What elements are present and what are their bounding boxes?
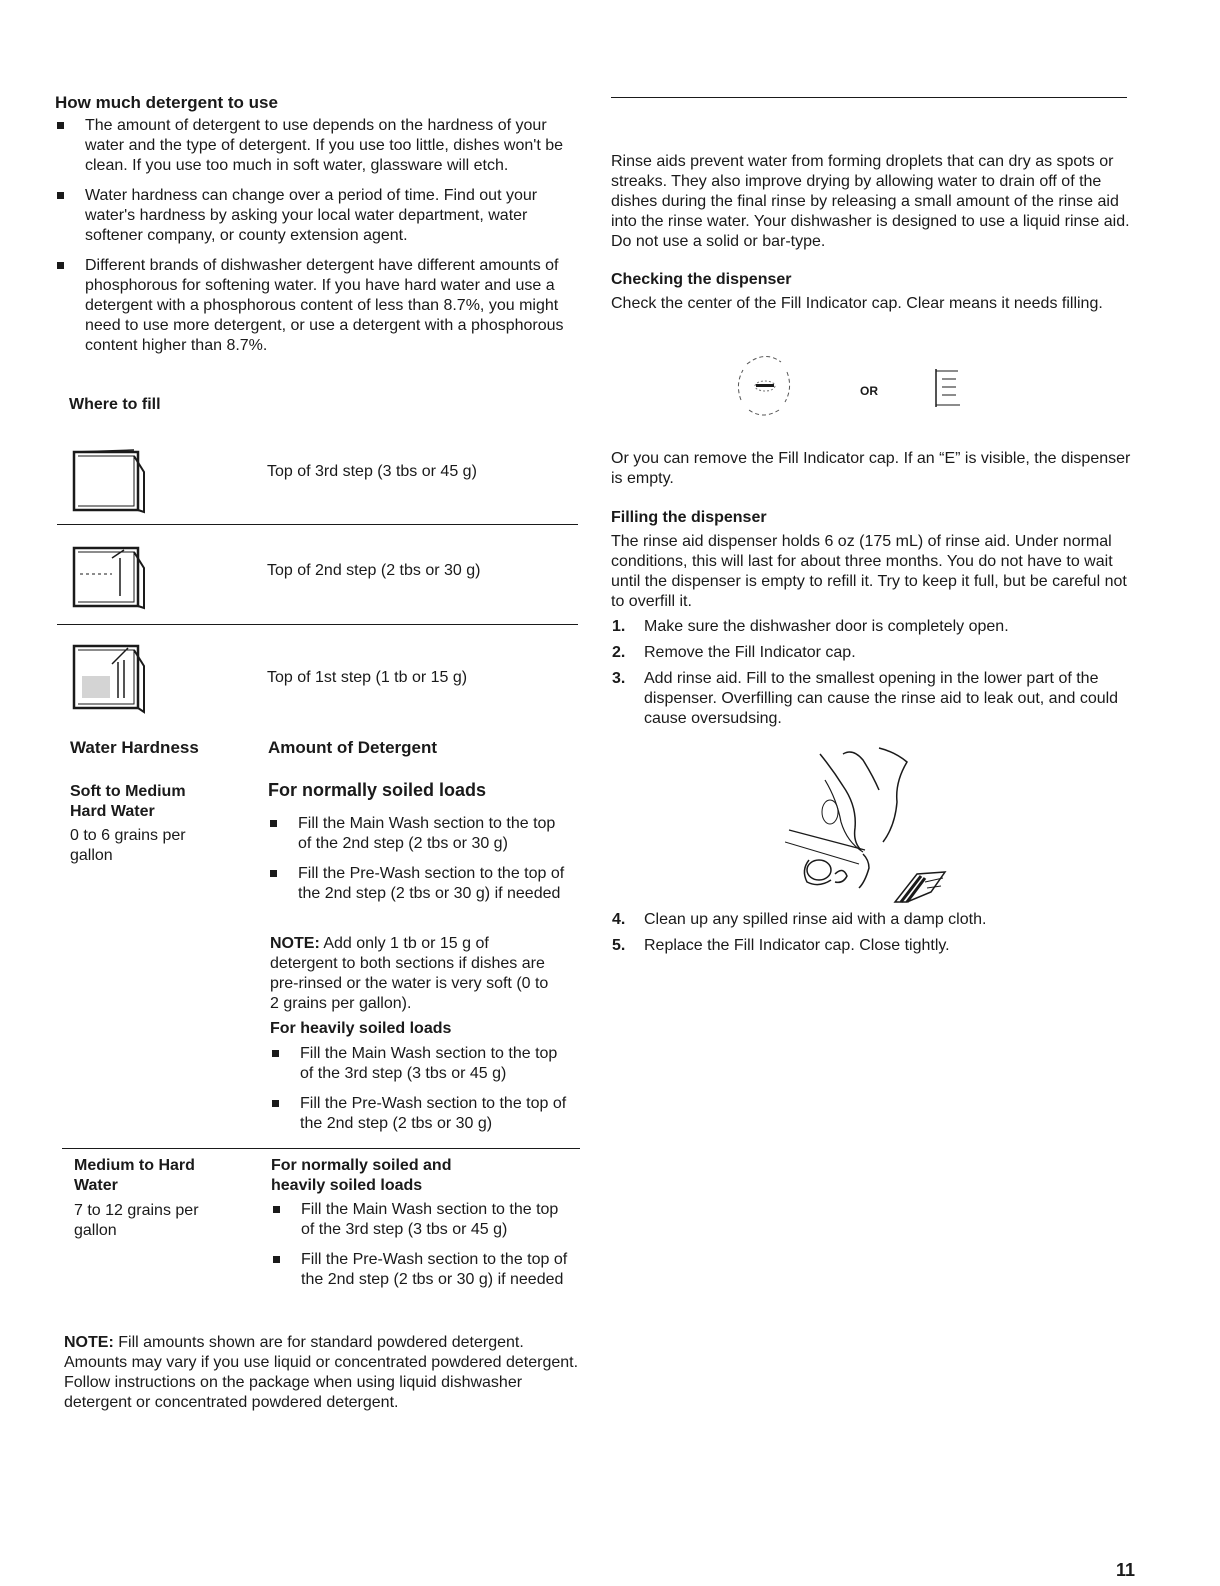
divider <box>611 97 1127 98</box>
note-text: Fill amounts shown are for standard powdered detergent. Amounts may vary if you use liquid or concentrated powdered detergent. Follow instructions on the package when using liquid dishwasher detergent or concentrated powdered detergent. <box>64 1334 579 1411</box>
soft-water-label: Soft to Medium Hard Water <box>70 783 186 820</box>
bullet-square-icon <box>272 1050 279 1057</box>
fill-row-1st-step <box>62 640 578 720</box>
list-item: 1. Make sure the dishwasher door is completely open. <box>612 618 1009 635</box>
or-label: OR <box>860 384 878 398</box>
normally-soiled-heading: For normally soiled loads <box>268 780 487 800</box>
empty-cup-icon <box>72 442 154 514</box>
detergent-heading: How much detergent to use <box>55 93 278 112</box>
half-cup-icon <box>72 540 154 612</box>
bottom-note <box>64 1333 584 1413</box>
fill-indicator-clear-icon <box>735 350 795 420</box>
list-item: Fill the Main Wash section to the top of the 2nd step (2 tbs or 30 g) <box>268 814 573 854</box>
amount-of-detergent-header: Amount of Detergent <box>268 738 438 757</box>
soft-heavy-bullet-list <box>270 1044 575 1144</box>
list-item: Fill the Pre-Wash section to the top of the 2nd step (2 tbs or 30 g) if needed <box>268 864 573 904</box>
fill-row-2nd-step <box>62 540 578 620</box>
fill-level-label: Top of 3rd step (3 tbs or 45 g) <box>267 463 477 480</box>
bullet-square-icon <box>273 1206 280 1213</box>
water-hardness-header: Water Hardness <box>70 738 199 757</box>
fill-indicator-e-icon <box>920 355 970 415</box>
detergent-bullet-list <box>55 116 575 366</box>
fill-row-3rd-step <box>62 442 578 522</box>
note-label: NOTE: <box>64 1334 114 1351</box>
note-text: Add only 1 tb or 15 g of detergent to both sections if dishes are pre-rinsed or the water is very soft (0 to 2 grains per gallon). <box>270 935 549 1012</box>
bullet-square-icon <box>57 262 64 269</box>
fill-steps-list-continued <box>612 910 1127 962</box>
where-to-fill-heading: Where to fill <box>69 396 161 413</box>
hard-water-label: Medium to Hard Water <box>74 1157 195 1194</box>
bullet-square-icon <box>57 192 64 199</box>
low-cup-icon <box>72 640 154 714</box>
page-number: 11 <box>1116 1560 1136 1580</box>
soft-normal-bullet-list <box>268 814 573 914</box>
list-item: Fill the Main Wash section to the top of the 3rd step (3 tbs or 45 g) <box>270 1044 575 1084</box>
list-item: Fill the Main Wash section to the top of the 3rd step (3 tbs or 45 g) <box>271 1200 576 1240</box>
soft-water-grains: 0 to 6 grains per gallon <box>70 827 186 864</box>
list-item: 3. Add rinse aid. Fill to the smallest opening in the lower part of the dispenser. Overfilling can cause the rinse aid to leak out, and could cause oversudsing. <box>612 670 1119 727</box>
divider <box>57 524 578 525</box>
fill-steps-list <box>612 617 1127 735</box>
note-label: NOTE: <box>270 935 320 952</box>
rinse-aid-intro: Rinse aids prevent water from forming droplets that can dry as spots or streaks. They also improve drying by allowing water to drain off of the dishes during the final rinse by releasing a small amount of the rinse aid into the rinse water. Your dishwasher is designed to use a liquid rinse aid. Do not use a solid or bar-type. <box>611 153 1130 250</box>
hard-bullet-list <box>271 1200 576 1300</box>
list-item: Different brands of dishwasher detergent have different amounts of phosphorous for softening water. If you have hard water and use a detergent with a phosphorous content of less than 8.7%, you might need to use more detergent, or use a detergent with a phosphorous content higher than 8.7%. <box>55 256 575 356</box>
hard-water-grains: 7 to 12 grains per gallon <box>74 1202 199 1239</box>
bullet-square-icon <box>57 122 64 129</box>
divider <box>62 1148 580 1149</box>
bullet-square-icon <box>273 1256 280 1263</box>
bullet-square-icon <box>272 1100 279 1107</box>
list-item: 5. Replace the Fill Indicator cap. Close tightly. <box>612 937 950 954</box>
bullet-square-icon <box>270 870 277 877</box>
filling-dispenser-text: The rinse aid dispenser holds 6 oz (175 mL) of rinse aid. Under normal conditions, this will last for about three months. You do not have to wait until the dispenser is empty to refill it. Try to keep it full, but be careful not to overfill it. <box>611 533 1127 610</box>
list-item: The amount of detergent to use depends on the hardness of your water and the type of detergent. If you use too little, dishes won't be clean. If you use too much in soft water, glassware will etch. <box>55 116 575 176</box>
bullet-square-icon <box>270 820 277 827</box>
list-item: Fill the Pre-Wash section to the top of the 2nd step (2 tbs or 30 g) <box>270 1094 575 1134</box>
filling-dispenser-heading: Filling the dispenser <box>611 509 767 526</box>
checking-dispenser-text: Check the center of the Fill Indicator cap. Clear means it needs filling. <box>611 295 1103 312</box>
list-item: Fill the Pre-Wash section to the top of the 2nd step (2 tbs or 30 g) if needed <box>271 1250 576 1290</box>
normally-heavily-soiled-heading: For normally soiled and heavily soiled loads <box>271 1157 452 1194</box>
soft-note <box>270 934 560 1014</box>
list-item: 4. Clean up any spilled rinse aid with a damp cloth. <box>612 911 987 928</box>
list-item: Water hardness can change over a period of time. Find out your water's hardness by asking your local water department, water softener company, or county extension agent. <box>55 186 575 246</box>
list-item: 2. Remove the Fill Indicator cap. <box>612 644 856 661</box>
checking-dispenser-heading: Checking the dispenser <box>611 271 792 288</box>
remove-cap-text: Or you can remove the Fill Indicator cap. If an “E” is visible, the dispenser is empty. <box>611 450 1131 487</box>
rinse-aid-pouring-illustration <box>785 742 960 907</box>
fill-level-label: Top of 2nd step (2 tbs or 30 g) <box>267 562 481 579</box>
fill-level-label: Top of 1st step (1 tb or 15 g) <box>267 669 468 686</box>
heavily-soiled-heading: For heavily soiled loads <box>270 1020 452 1037</box>
divider <box>57 624 578 625</box>
